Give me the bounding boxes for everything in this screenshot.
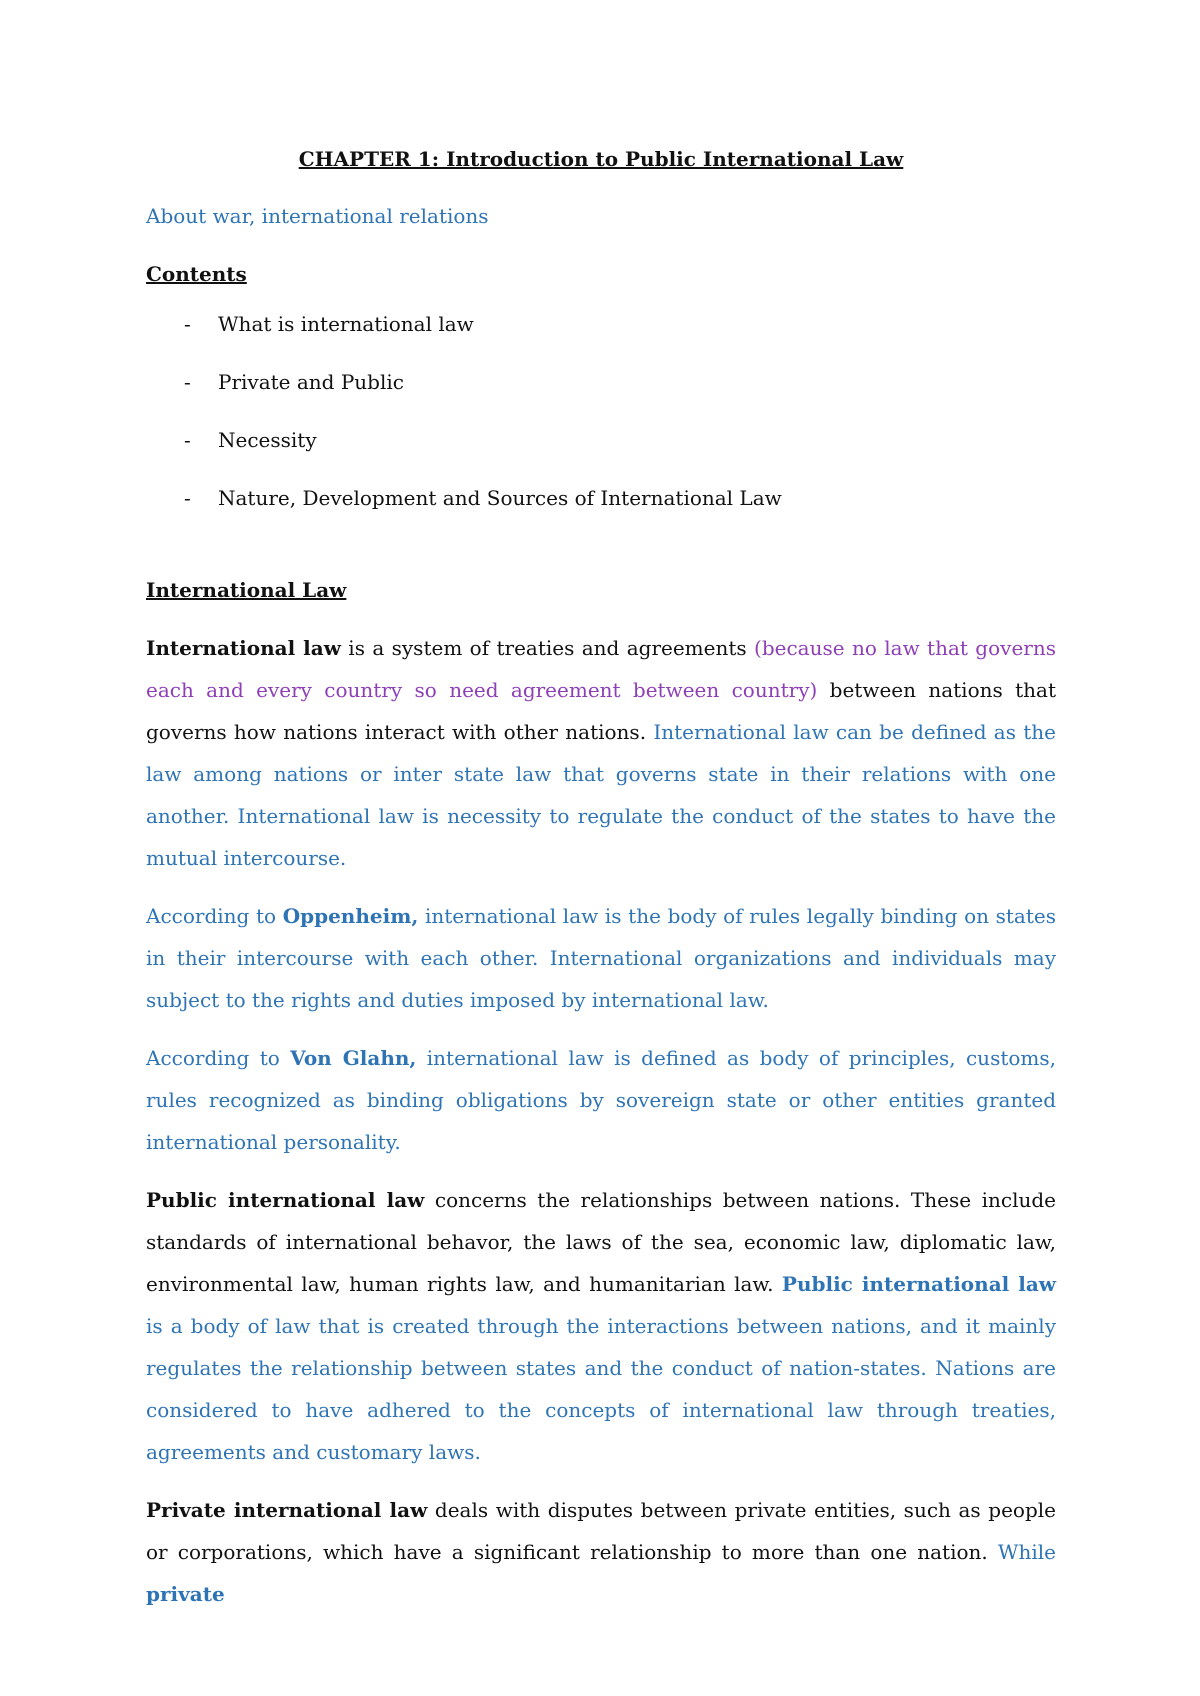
list-item — [146, 369, 1056, 395]
list-item-text: Private and Public — [218, 370, 404, 394]
term-bold: Public international law — [146, 1188, 425, 1212]
paragraph-highlight: While — [997, 1540, 1056, 1564]
term-bold-highlight: Public international law — [781, 1272, 1056, 1296]
list-item-text: Necessity — [218, 428, 317, 452]
chapter-subtitle: About war, international relations — [146, 204, 489, 228]
term-bold: Von Glahn, — [290, 1046, 417, 1070]
paragraph-highlight: is a body of law that is created through the interactions between nations, and it mainly regulates the relationship between states and the conduct of nation-states. Nations are considered to have adhered to the concepts of international law through treaties, agreements and customary laws. — [146, 1314, 1056, 1464]
term-bold: Private international law — [146, 1498, 428, 1522]
paragraph-text: According to — [146, 1046, 291, 1070]
paragraph-text: international law is defined as body of principles, customs, rules recognized as binding obligations by sovereign state or other entities granted international personality. — [146, 1046, 1056, 1154]
list-item — [146, 485, 1056, 511]
term-bold-highlight: private — [146, 1582, 225, 1606]
term-bold: Oppenheim, — [282, 904, 419, 928]
term-bold: International law — [146, 636, 341, 660]
paragraph-private-law — [146, 1489, 1056, 1615]
list-item — [146, 427, 1056, 453]
paragraph-oppenheim — [146, 895, 1056, 1021]
contents-list — [146, 311, 1056, 511]
contents-heading: Contents — [146, 262, 247, 286]
paragraph-text: is a system of treaties and agreements — [340, 636, 755, 660]
bullet-dash: - — [184, 370, 191, 394]
paragraph-public-law — [146, 1179, 1056, 1473]
bullet-dash: - — [184, 312, 191, 336]
paragraph-text: deals with disputes between private entities, such as people or corporations, which have a significant relationship to more than one nation. — [146, 1498, 1057, 1564]
paragraph-text: According to — [146, 904, 283, 928]
bullet-dash: - — [184, 486, 191, 510]
list-item-text: Nature, Development and Sources of International Law — [218, 486, 782, 510]
list-item-text: What is international law — [218, 312, 474, 336]
paragraph-text: concerns the relationships between nations. These include standards of international behavor, the laws of the sea, economic law, diplomatic law, environmental law, human rights law, and humanitarian law. — [146, 1188, 1056, 1296]
paragraph-text: between nations that governs how nations interact with other nations. — [146, 678, 1056, 744]
list-item — [146, 311, 1056, 337]
chapter-title: CHAPTER 1: Introduction to Public International Law — [298, 147, 904, 171]
paragraph-highlight: International law can be defined as the law among nations or inter state law that governs state in their relations with one another. International law is necessity to regulate the conduct of the states to have the mutual intercourse. — [146, 720, 1056, 870]
bullet-dash: - — [184, 428, 191, 452]
paragraph-text: international law is the body of rules legally binding on states in their intercourse with each other. International organizations and individuals may subject to the rights and duties imposed by international law. — [146, 904, 1056, 1012]
paragraph-von-glahn — [146, 1037, 1056, 1163]
section-heading: International Law — [146, 578, 347, 602]
paragraph-note: (because no law that governs each and every country so need agreement between country) — [146, 636, 1056, 702]
paragraph-international-law — [146, 627, 1056, 879]
